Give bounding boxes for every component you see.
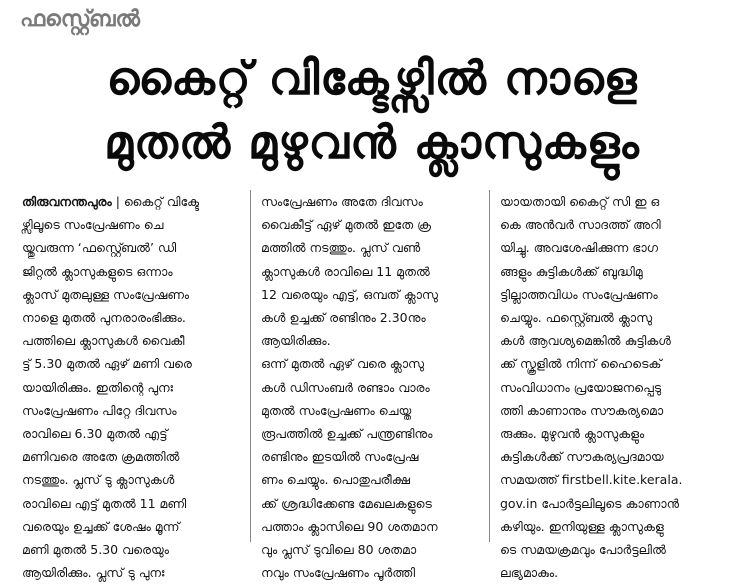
article-column-2	[261, 190, 479, 581]
article-line: ടെ സമയക്രമവും പോർട്ടലിൽ	[500, 542, 666, 558]
article-line: നാളെ മുതൽ പുനരാരംഭിക്കും.	[22, 310, 186, 326]
article-line: സംപ്രേഷണം പിറ്റേ ദിവസം	[22, 402, 177, 418]
article-line: സമയത്ത് firstbell.kite.kerala.	[500, 472, 683, 488]
article-line: രുക്കും. മുഴുവൻ ക്ലാസുകളും	[500, 426, 645, 442]
article-line: വും പ്ലസ് ടുവിലെ 80 ശതമാ	[261, 542, 417, 558]
article-line: യിച്ചു. അവശേഷിക്കുന്ന ഭാഗ	[500, 240, 659, 256]
article-line: കുട്ടികൾക്ക് സൗകര്യപ്രദമായ	[500, 449, 664, 465]
article-line: ആയിരിക്കും. പ്ലസ് ടു പുനഃ	[22, 565, 165, 581]
article-column-1	[22, 190, 240, 581]
article-line: ക്ക് ശ്രദ്ധിക്കേണ്ട മേഖലകളുടെ	[261, 495, 432, 511]
article-line: കൾ ഡിസംബർ രണ്ടാം വാരം	[261, 379, 430, 395]
article-line: വരെയും ഉച്ചക്ക് ശേഷം മൂന്ന്	[22, 518, 180, 534]
article-line: gov.in പോർട്ടലിലൂടെ കാണാൻ	[500, 495, 680, 511]
article-line: ട്ട് 5.30 മുതൽ ഏഴ് മണി വരെ	[22, 356, 192, 372]
article-line: തിരുവനന്തപുരം | കൈറ്റ് വിക്ടേ	[22, 194, 200, 209]
article-line: പത്താം ക്ലാസിലെ 90 ശതമാന	[261, 518, 438, 534]
article-line: ക്ക് സ്കൂളിൽ നിന്ന് ഹൈടെക്	[500, 356, 662, 372]
article-line: ഒന്ന് മുതൽ ഏഴ് വരെ ക്ലാസു	[261, 356, 425, 372]
headline-line-1: കൈറ്റ് വിക്ടേഴ്സിൽ നാളെ	[106, 51, 638, 105]
article-line: പത്തിലെ ക്ലാസുകൾ വൈകീ	[22, 333, 185, 349]
article-line: കഴിയും. ഇനിയുള്ള ക്ലാസുകളു	[500, 518, 664, 534]
column-divider	[489, 190, 490, 542]
article-column-3	[500, 190, 718, 581]
article-line: യ്തുവരുന്ന ‘ഫസ്റ്റ്ബെൽ’ ഡി	[22, 240, 177, 256]
article-line: രണ്ടിനും ഇടയിൽ സംപ്രേഷ	[261, 449, 419, 465]
article-line: കൾ ആവശ്യമെങ്കിൽ കുട്ടികൾ	[500, 333, 671, 349]
article-line: സംപ്രേഷണം അതേ ദിവസം	[261, 194, 423, 209]
article-line: ത്തി കാണാനും സൗകര്യമൊ	[500, 402, 664, 418]
article-line: ആയിരിക്കും.	[261, 333, 331, 349]
article-line: യായിരിക്കും. ഇതിന്റെ പുനഃ	[22, 379, 174, 395]
article-line: മത്തിൽ നടത്തും. പ്ലസ് വൺ	[261, 240, 421, 256]
article-line: യായതായി കൈറ്റ് സി ഇ ഒ	[500, 194, 660, 209]
article-line: കൾ ഉച്ചക്ക് രണ്ടിനും 2.30നും	[261, 310, 426, 326]
article-line: മണിവരെ അതേ ക്രമത്തിൽ	[22, 449, 180, 465]
article-line: ക്ലാസുകൾ രാവിലെ 11 മുതൽ	[261, 263, 430, 279]
article-line: രാവിലെ എട്ട് മുതൽ 11 മണി	[22, 495, 187, 511]
headline-line-2: മുതൽ മുഴുവൻ ക്ലാസുകളും	[104, 115, 640, 169]
dateline: തിരുവനന്തപുരം	[22, 194, 112, 209]
article-line: നടത്തും. പ്ലസ് ടു ക്ലാസുകൾ	[22, 472, 175, 488]
article-line: ക്ലാസ് മുതലുള്ള സംപ്രേഷണം	[22, 286, 190, 302]
article-line: നവും സംപ്രേഷണം പൂർത്തി	[261, 565, 416, 581]
article-line: മണി മുതൽ 5.30 വരെയും	[22, 542, 169, 558]
article-line: ജിറ്റൽ ക്ലാസുകളുടെ ഒന്നാം	[22, 263, 173, 279]
article-line: രൂപത്തിൽ ഉച്ചക്ക് പന്ത്രണ്ടിനും	[261, 426, 433, 442]
article-line: കെ അൻവർ സാദത്ത് അറി	[500, 217, 661, 233]
article-line: ലഭ്യമാകും.	[500, 565, 559, 581]
article-line: മുതൽ സംപ്രേഷണം ചെയ്ത	[261, 402, 412, 418]
article-line: 12 വരെയും എട്ട്, ഒമ്പത് ക്ലാസു	[261, 286, 438, 302]
headline	[22, 46, 722, 174]
article-line: ണം ചെയ്യും. പൊതുപരീക്ഷ	[261, 472, 410, 488]
column-divider	[250, 190, 251, 542]
article-line: ചെയ്യും. ഫസ്റ്റ്ബെൽ ക്ലാസു	[500, 310, 653, 326]
article-line: വൈകീട്ട് ഏഴ് മുതൽ ഇതേ ക്ര	[261, 217, 431, 233]
article-body	[22, 190, 718, 581]
article-line: ട്ടില്ലാത്തവിധം സംപ്രേഷണം	[500, 286, 658, 302]
article-line: ഴ്സിലൂടെ സംപ്രേഷണം ചെ	[22, 217, 164, 233]
section-kicker: ഫസ്റ്റ്ബെൽ	[20, 7, 141, 32]
article-line: സംവിധാനം പ്രയോജനപ്പെടു	[500, 379, 662, 395]
article-line: ങ്ങളും കുട്ടികൾക്ക് ബുദ്ധിമു	[500, 263, 643, 279]
article-line: രാവിലെ 6.30 മുതൽ എട്ട്	[22, 426, 168, 442]
